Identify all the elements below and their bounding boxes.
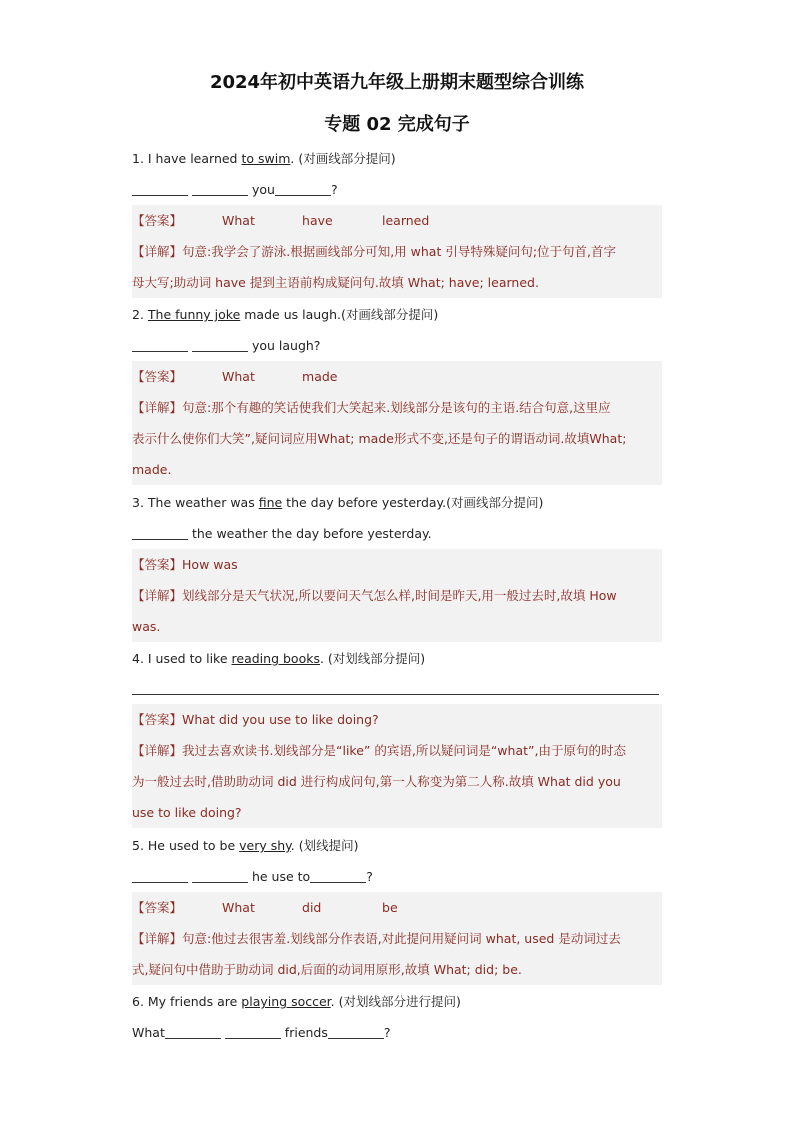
explain-tag: 【详解】 bbox=[132, 588, 183, 603]
explanation-text: 表示什么使你们大笑”,疑问词应用What; made形式不变,还是句子的谓语动词.故填What; bbox=[132, 431, 627, 446]
question-5-blanks bbox=[132, 861, 662, 892]
blank-line-text: you laugh? bbox=[247, 338, 321, 353]
question-2 bbox=[132, 299, 662, 330]
question-1-text: 1. I have learned bbox=[132, 151, 242, 166]
answer-line bbox=[132, 361, 662, 392]
explanation bbox=[132, 735, 662, 766]
answer-word: have bbox=[302, 213, 333, 228]
question-1-underlined: to swim bbox=[241, 151, 291, 166]
answer-word: learned bbox=[382, 213, 430, 228]
question-2-text: 2. bbox=[132, 307, 148, 322]
answer-line bbox=[132, 549, 662, 580]
question-5 bbox=[132, 830, 662, 861]
answer-word: What bbox=[222, 213, 255, 228]
explanation-text: 句意:我学会了游泳.根据画线部分可知,用 what 引导特殊疑问句;位于句首,首字 bbox=[182, 244, 617, 259]
answer-box-1 bbox=[132, 205, 662, 298]
answer-line bbox=[132, 892, 662, 923]
answer-word: What did you use to like doing? bbox=[182, 712, 379, 727]
question-6 bbox=[132, 986, 662, 1017]
explain-tag: 【详解】 bbox=[132, 931, 183, 946]
question-3-blanks bbox=[132, 518, 662, 549]
explanation-text: 句意:那个有趣的笑话使我们大笑起来.划线部分是该句的主语.结合句意,这里应 bbox=[182, 400, 611, 415]
blank[interactable] bbox=[192, 181, 248, 196]
page-subtitle: 专题 02 完成句子 bbox=[324, 114, 470, 135]
answer-line bbox=[132, 704, 662, 735]
question-6-text: 6. My friends are bbox=[132, 994, 242, 1009]
question-4-underlined: reading books bbox=[231, 651, 320, 666]
answer-word: made bbox=[302, 369, 338, 384]
explanation-text: made. bbox=[132, 462, 172, 477]
explanation-text: use to like doing? bbox=[132, 805, 242, 820]
explanation-text: 母大写;助动词 have 提到主语前构成疑问句.故填 What; have; learned. bbox=[132, 275, 539, 290]
answer-tag: 【答案】 bbox=[132, 369, 183, 384]
blank-line-text: ? bbox=[383, 1025, 391, 1040]
question-4-text: 4. I used to like bbox=[132, 651, 232, 666]
explanation bbox=[132, 923, 662, 954]
answer-line bbox=[132, 205, 662, 236]
blank-line-text: ? bbox=[366, 869, 373, 884]
blank[interactable] bbox=[275, 181, 331, 196]
blank[interactable] bbox=[165, 1024, 221, 1039]
blank[interactable] bbox=[328, 1024, 384, 1039]
blank[interactable] bbox=[132, 181, 188, 196]
answer-box-2 bbox=[132, 361, 662, 485]
explanation bbox=[132, 236, 662, 267]
blank[interactable] bbox=[310, 868, 366, 883]
answer-box-3 bbox=[132, 549, 662, 642]
answer-word: How was bbox=[182, 557, 238, 572]
question-1 bbox=[132, 143, 662, 174]
answer-word: What bbox=[222, 900, 255, 915]
question-2-underlined: The funny joke bbox=[147, 307, 241, 322]
question-1-instruction: . (对画线部分提问) bbox=[290, 151, 396, 166]
question-2-instruction: made us laugh.(对画线部分提问) bbox=[240, 307, 439, 322]
explain-tag: 【详解】 bbox=[132, 743, 183, 758]
explain-tag: 【详解】 bbox=[132, 400, 183, 415]
question-3-underlined: fine bbox=[258, 495, 283, 510]
question-1-blanks bbox=[132, 174, 662, 205]
explanation-text: 式,疑问句中借助于助动词 did,后面的动词用原形,故填 What; did; be. bbox=[132, 962, 522, 977]
blank-line-text: ? bbox=[330, 182, 338, 197]
explanation-text: was. bbox=[132, 619, 161, 634]
question-2-blanks bbox=[132, 330, 662, 361]
question-4-instruction: . (对划线部分提问) bbox=[319, 651, 426, 666]
blank-line-text: he use to bbox=[247, 869, 311, 884]
explanation-text: 句意:他过去很害羞.划线部分作表语,对此提问用疑问词 what, used 是动词过去 bbox=[182, 931, 621, 946]
blank[interactable] bbox=[132, 337, 188, 352]
blank[interactable] bbox=[192, 868, 248, 883]
question-6-blanks bbox=[132, 1017, 662, 1048]
question-5-instruction: . (划线提问) bbox=[290, 838, 359, 853]
answer-tag: 【答案】 bbox=[132, 712, 183, 727]
question-6-instruction: . (对划线部分进行提问) bbox=[330, 994, 461, 1009]
blank[interactable] bbox=[132, 868, 188, 883]
explanation-text: 为一般过去时,借助助动词 did 进行构成问句,第一人称变为第二人称.故填 What did you bbox=[132, 774, 621, 789]
question-3-instruction: the day before yesterday.(对画线部分提问) bbox=[282, 495, 544, 510]
blank-line-text: the weather the day before yesterday. bbox=[188, 526, 432, 541]
answer-word: be bbox=[382, 900, 398, 915]
answer-box-5 bbox=[132, 892, 662, 985]
blank-line-text: you bbox=[247, 182, 275, 197]
question-4 bbox=[132, 643, 662, 674]
blank-line-text: friends bbox=[280, 1025, 328, 1040]
question-5-text: 5. He used to be bbox=[132, 838, 240, 853]
question-5-underlined: very shy bbox=[239, 838, 291, 853]
answer-box-4 bbox=[132, 704, 662, 828]
explanation-text: 我过去喜欢读书.划线部分是“like” 的宾语,所以疑问词是“what”,由于原句的时态 bbox=[182, 743, 626, 758]
answer-tag: 【答案】 bbox=[132, 213, 183, 228]
blank[interactable] bbox=[192, 337, 248, 352]
answer-word: did bbox=[302, 900, 322, 915]
blank[interactable] bbox=[132, 525, 188, 540]
question-6-underlined: playing soccer bbox=[241, 994, 331, 1009]
answer-full-line[interactable] bbox=[132, 694, 659, 695]
explanation bbox=[132, 392, 662, 423]
explain-tag: 【详解】 bbox=[132, 244, 183, 259]
answer-tag: 【答案】 bbox=[132, 557, 183, 572]
answer-word: What bbox=[222, 369, 255, 384]
blank-line-text: What bbox=[132, 1025, 165, 1040]
question-3-text: 3. The weather was bbox=[132, 495, 259, 510]
question-3 bbox=[132, 487, 662, 518]
explanation-text: 划线部分是天气状况,所以要问天气怎么样,时间是昨天,用一般过去时,故填 How bbox=[182, 588, 617, 603]
answer-tag: 【答案】 bbox=[132, 900, 183, 915]
page-title: 2024年初中英语九年级上册期末题型综合训练 bbox=[209, 72, 585, 93]
explanation bbox=[132, 580, 662, 611]
blank[interactable] bbox=[225, 1024, 281, 1039]
